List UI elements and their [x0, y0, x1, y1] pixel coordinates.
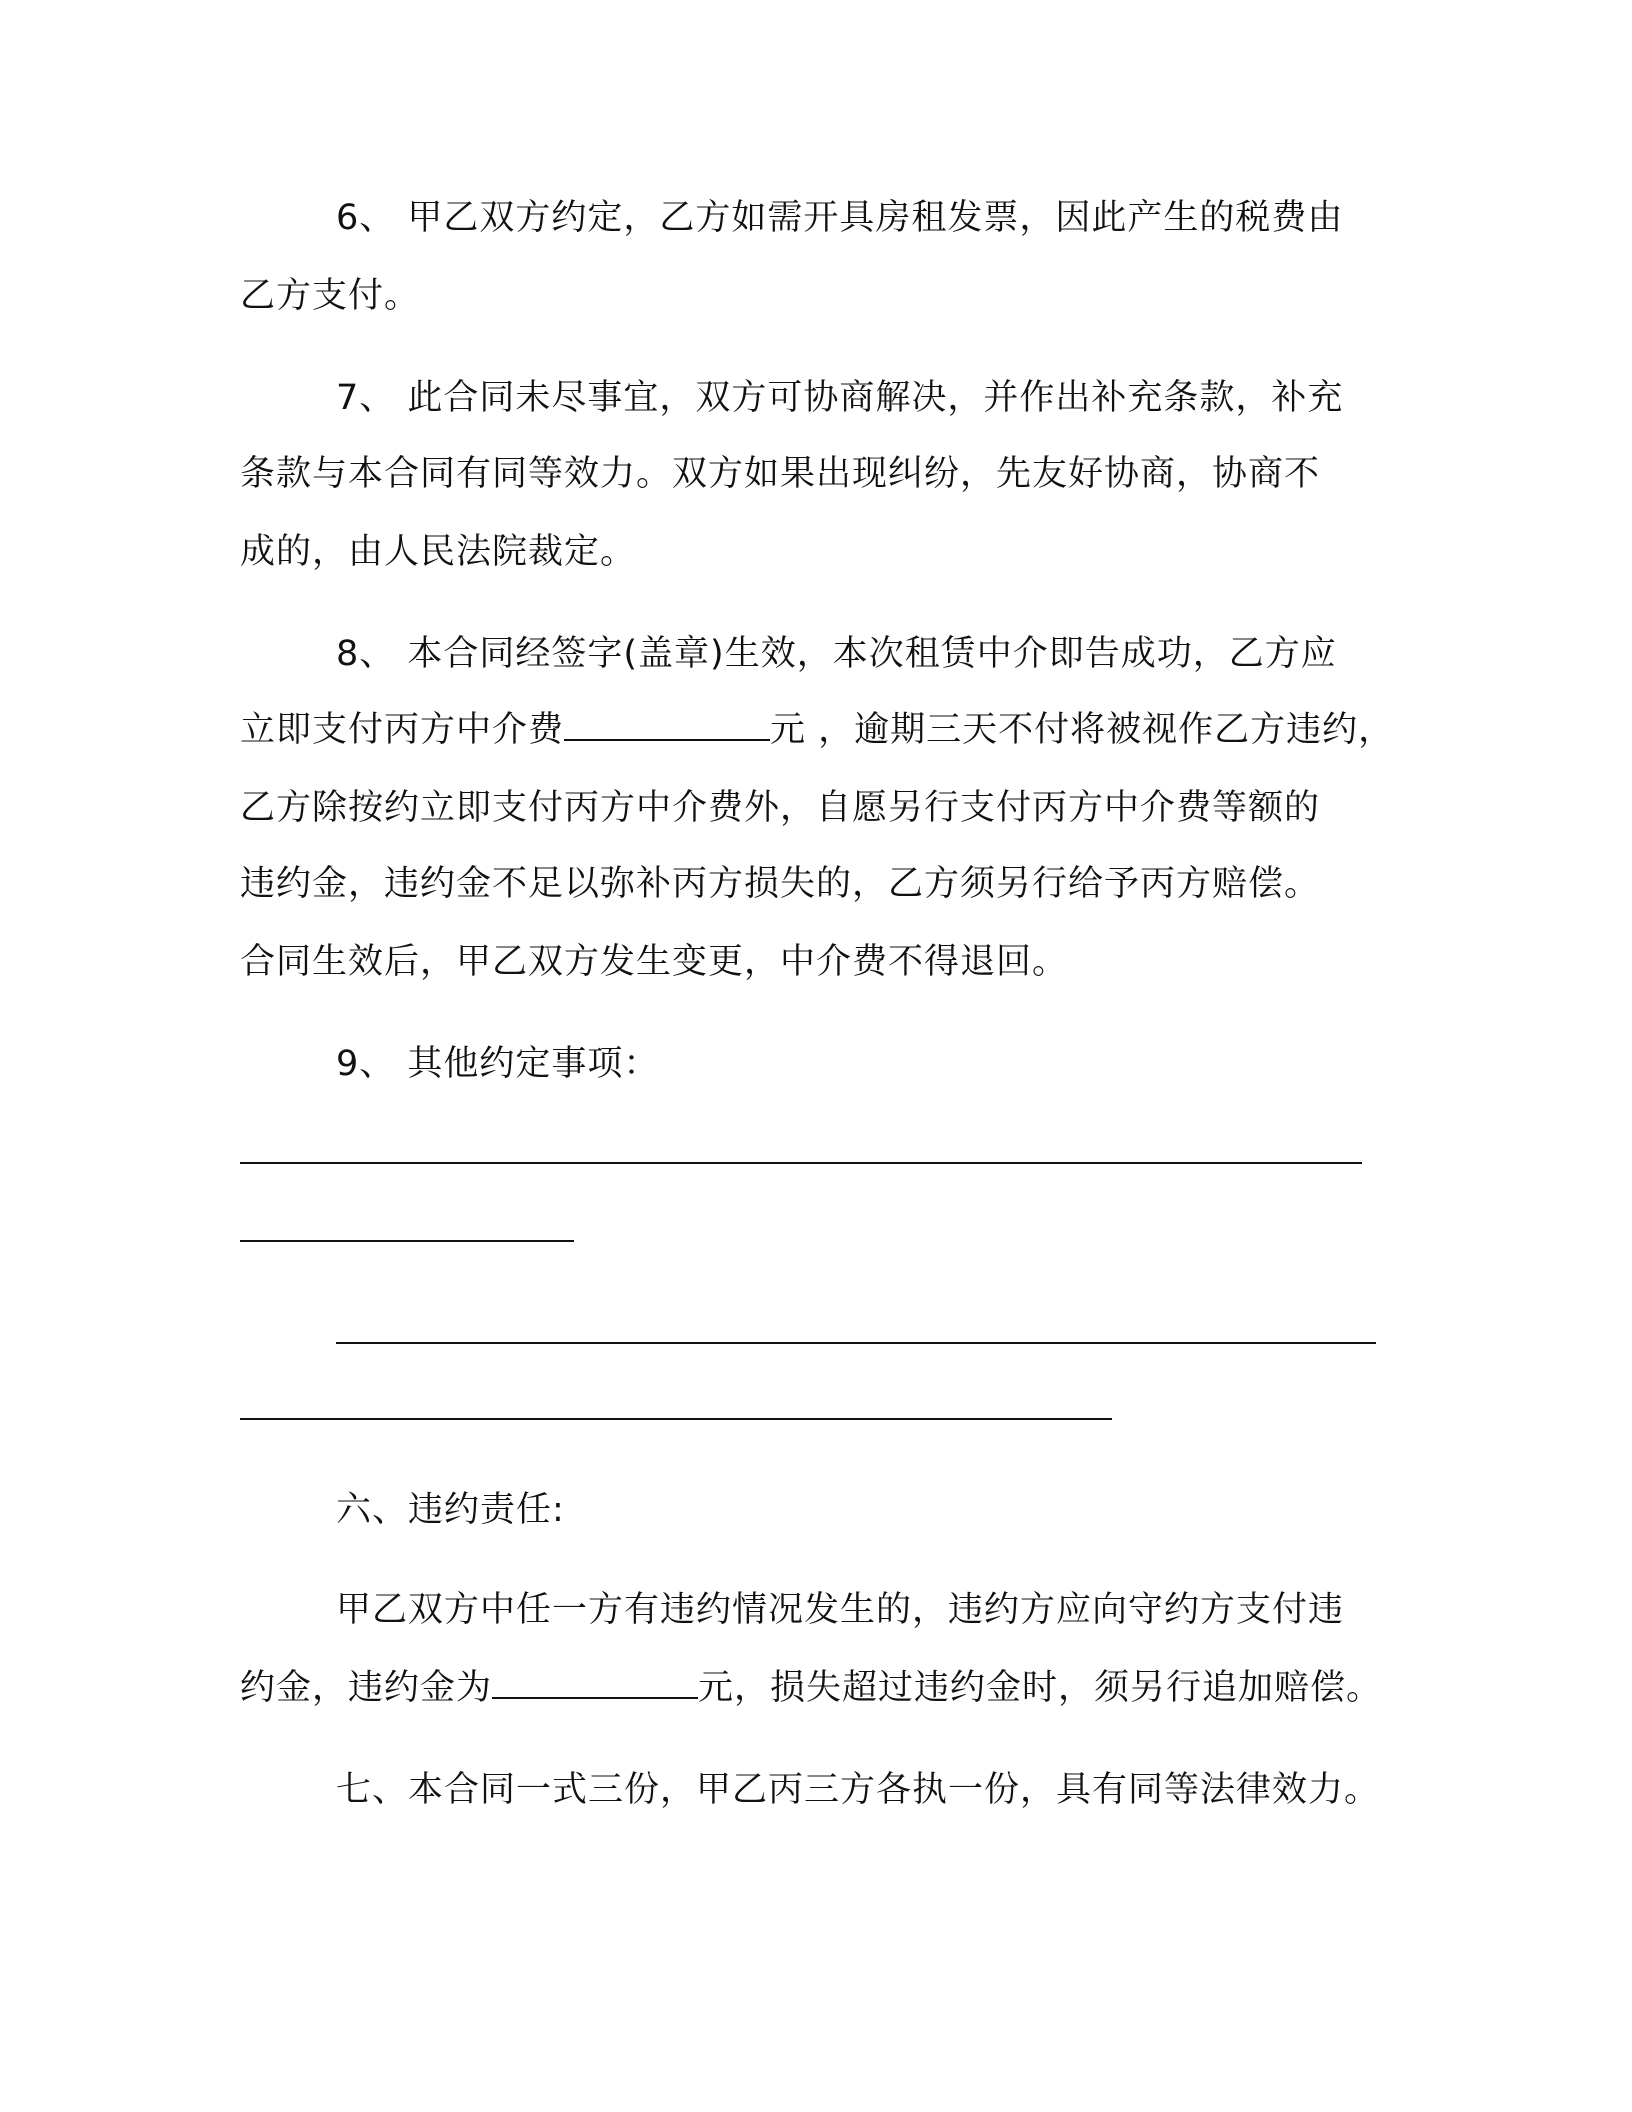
section-6-heading: 六、违约责任: — [336, 1490, 565, 1530]
section-6-line-2-before: 约金，违约金为 — [240, 1668, 493, 1708]
clause-7-line-2: 条款与本合同有同等效力。双方如果出现纠纷，先友好协商，协商不 — [240, 454, 1321, 494]
clause-8-line-3: 乙方除按约立即支付丙方中介费外，自愿另行支付丙方中介费等额的 — [240, 788, 1321, 828]
section-6-line-1: 甲乙双方中任一方有违约情况发生的，违约方应向守约方支付违 — [336, 1590, 1345, 1630]
clause-6-line-2: 乙方支付。 — [240, 276, 421, 316]
other-terms-blank-line-3[interactable] — [336, 1342, 1376, 1344]
clause-6-line-1: 6、 甲乙双方约定，乙方如需开具房租发票，因此产生的税费由 — [336, 198, 1344, 238]
clause-9-heading: 9、 其他约定事项： — [336, 1044, 660, 1084]
section-6-line-2-after: 元，损失超过违约金时，须另行追加赔偿。 — [698, 1668, 1383, 1708]
section-6-line-2 — [240, 1664, 1382, 1712]
clause-8-line-2 — [240, 706, 1394, 754]
other-terms-blank-line-4[interactable] — [240, 1418, 1112, 1420]
agency-fee-blank[interactable] — [564, 709, 770, 741]
other-terms-blank-line-1[interactable] — [240, 1162, 1362, 1164]
clause-8-line-2-after: 元 ，逾期三天不付将被视作乙方违约， — [770, 710, 1395, 750]
clause-7-line-3: 成的，由人民法院裁定。 — [240, 532, 637, 572]
clause-8-line-1: 8、 本合同经签字(盖章)生效，本次租赁中介即告成功，乙方应 — [336, 634, 1337, 674]
clause-8-line-2-before: 立即支付丙方中介费 — [240, 710, 565, 750]
section-7-text: 七、本合同一式三份，甲乙丙三方各执一份，具有同等法律效力。 — [336, 1770, 1381, 1810]
clause-7-line-1: 7、 此合同未尽事宜，双方可协商解决，并作出补充条款，补充 — [336, 378, 1344, 418]
clause-8-line-4: 违约金，违约金不足以弥补丙方损失的，乙方须另行给予丙方赔偿。 — [240, 864, 1321, 904]
other-terms-blank-line-2[interactable] — [240, 1240, 574, 1242]
penalty-amount-blank[interactable] — [492, 1667, 698, 1699]
clause-8-line-5: 合同生效后，甲乙双方发生变更，中介费不得退回。 — [240, 942, 1069, 982]
